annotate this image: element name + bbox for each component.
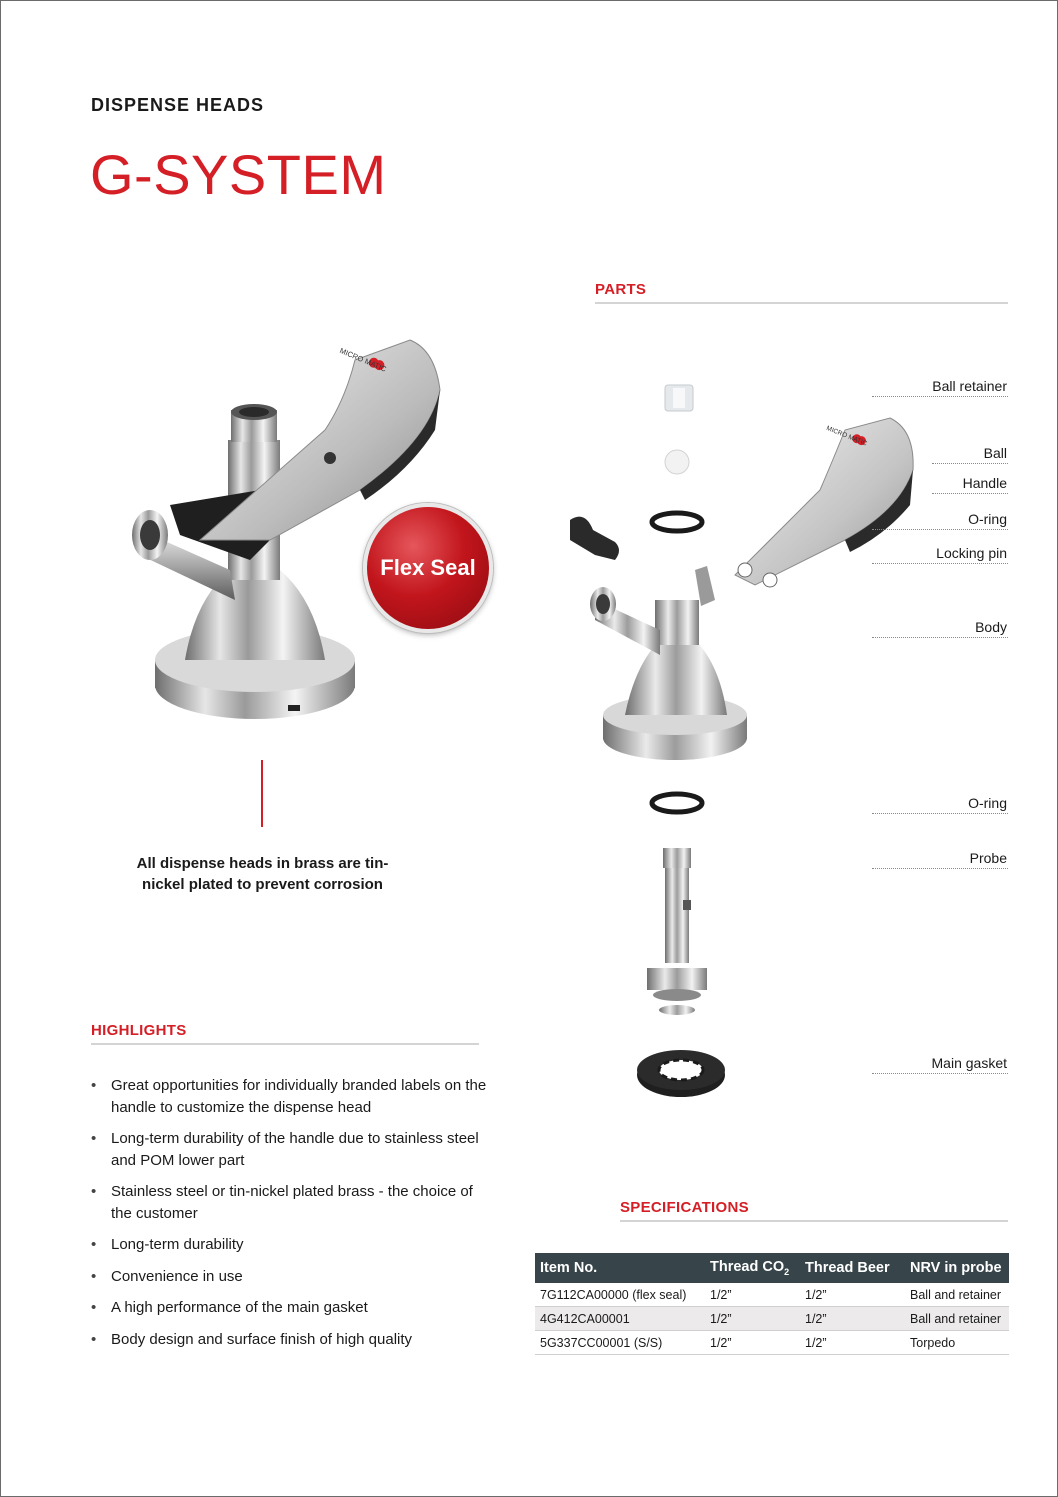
list-item: • Great opportunities for individually branded labels on the handle to customize the dispense head [91,1075,491,1118]
part-label-lower-o-ring: O-ring [968,795,1007,811]
table-cell: 1/2” [800,1283,905,1307]
table-cell: 1/2” [705,1331,800,1355]
parts-rule [595,302,1008,304]
probe-part [647,848,707,1015]
column-header-label: Thread CO [710,1259,785,1276]
table-cell: 5G337CC00001 (S/S) [535,1331,705,1355]
highlights-list [91,1075,491,1360]
list-item: • Long-term durability of the handle due to stainless steel and POM lower part [91,1128,491,1171]
table-cell: 1/2” [800,1307,905,1331]
list-item: • Long-term durability [91,1234,491,1256]
hero-caption: All dispense heads in brass are tin-nickel plated to prevent corrosion [136,855,389,893]
handle-part [735,418,913,587]
exploded-parts-illustration [555,370,935,1110]
part-label-ball: Ball [983,445,1007,461]
column-header: Thread Beer [800,1253,905,1283]
column-header: Item No. [535,1253,705,1283]
leader-line [872,529,1008,530]
column-header: NRV in probe [905,1253,1009,1283]
table-cell: 1/2” [800,1331,905,1355]
highlights-heading: HIGHLIGHTS [91,1022,187,1039]
table-cell: 1/2” [705,1307,800,1331]
hero-handle-brand: MICRO MATIC [338,345,388,374]
leader-line [932,463,1008,464]
column-header-thread-co2 [705,1253,800,1283]
list-item: • A high performance of the main gasket [91,1297,491,1319]
leader-line [872,813,1008,814]
table-cell: 7G112CA00000 (flex seal) [535,1283,705,1307]
table-cell: 1/2” [705,1283,800,1307]
table-cell: Ball and retainer [905,1283,1009,1307]
leader-line [872,396,1008,397]
page-title: G-SYSTEM [90,143,387,206]
leader-line [872,563,1008,564]
part-label-main-gasket: Main gasket [931,1055,1007,1071]
section-eyebrow: DISPENSE HEADS [91,95,265,115]
specifications-rule [620,1220,1008,1222]
table-row [535,1307,1009,1331]
part-label-locking-pin: Locking pin [936,545,1007,561]
table-cell: Torpedo [905,1331,1009,1355]
main-gasket-part [637,1050,725,1097]
part-label-handle: Handle [962,475,1007,491]
part-label-body: Body [975,619,1007,635]
part-label-probe: Probe [969,850,1007,866]
body-part [590,566,747,760]
leader-line [872,1073,1008,1074]
table-cell: 4G412CA00001 [535,1307,705,1331]
caption-accent-line [261,760,263,827]
locking-pin-part [570,517,619,560]
parts-heading: PARTS [595,281,647,298]
flex-seal-label: Flex Seal [380,555,476,580]
table-header-row [535,1253,1009,1283]
list-item: • Convenience in use [91,1266,491,1288]
part-label-o-ring: O-ring [968,511,1007,527]
specifications-table [535,1253,1009,1355]
leader-line [932,493,1008,494]
table-cell: Ball and retainer [905,1307,1009,1331]
leader-line [872,637,1008,638]
specifications-heading: SPECIFICATIONS [620,1199,749,1216]
table-row [535,1331,1009,1355]
flex-seal-badge [363,503,493,633]
highlights-rule [91,1043,479,1045]
ball-retainer-part [665,385,693,411]
part-label-ball-retainer: Ball retainer [932,378,1007,394]
parts-handle-brand: MICRO MATIC [825,424,869,448]
leader-line [872,868,1008,869]
list-item: • Stainless steel or tin-nickel plated brass - the choice of the customer [91,1181,491,1224]
lower-o-ring-part [652,794,702,812]
o-ring-part [652,513,702,531]
ball-part [665,450,689,474]
co2-subscript: 2 [784,1266,790,1277]
list-item: • Body design and surface finish of high quality [91,1329,491,1351]
table-row [535,1283,1009,1307]
